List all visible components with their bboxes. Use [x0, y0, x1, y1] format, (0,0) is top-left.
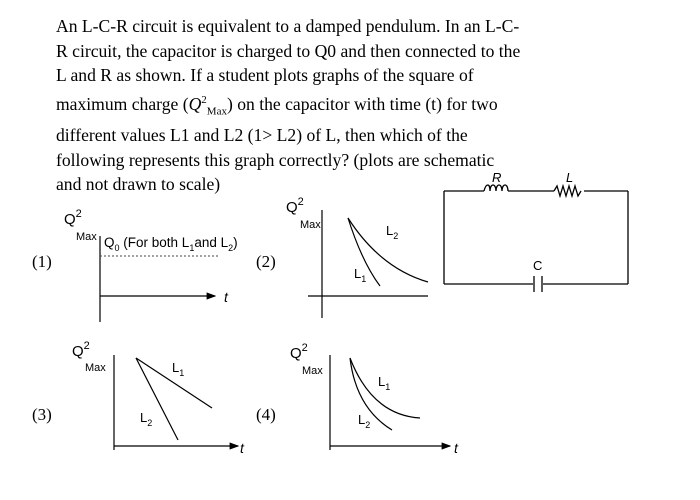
resistor-label: R — [492, 170, 502, 185]
option-3-y-sup: 2 — [83, 340, 90, 352]
option-2-curve-b-sub: 1 — [361, 274, 367, 284]
option-3-y-sub: Max — [85, 362, 106, 374]
option-1-note-q-sub: 0 — [114, 243, 120, 253]
option-1-note-l1-sub: 1 — [189, 243, 195, 253]
question-line-5: different values L1 and L2 (1> L2) of L, then which of the — [56, 125, 468, 146]
option-1-note-rest: (For both L — [119, 235, 190, 250]
option-1-note-l2-sub: 2 — [228, 243, 234, 253]
q-symbol: Q — [188, 93, 202, 114]
option-2-y-label: Q — [286, 199, 298, 216]
svg-text:Q2 — [72, 340, 90, 360]
svg-text:Q0 (For both L1and L2) — [104, 235, 238, 253]
svg-text:L2 — [386, 223, 398, 241]
option-3-curve-a-sub: 1 — [179, 368, 185, 378]
option-4-y-sub: Max — [302, 365, 323, 377]
option-1-number: (1) — [32, 252, 52, 271]
option-3-curve-b-label: L — [140, 410, 148, 425]
capacitor-label: C — [533, 258, 543, 273]
svg-text:L1 — [354, 266, 366, 284]
option-1-graph — [32, 208, 238, 322]
option-3-graph — [32, 340, 245, 456]
option-3-x-label: t — [240, 440, 244, 456]
option-4-number: (4) — [256, 405, 276, 424]
option-3-curve-b-sub: 2 — [147, 418, 153, 428]
option-2-number: (2) — [256, 252, 276, 271]
question-line-2: R circuit, the capacitor is charged to Q0 and then connected to the — [56, 40, 521, 61]
option-4-x-label: t — [454, 440, 458, 456]
option-1-y-sub: Max — [76, 231, 97, 243]
question-line-1: An L-C-R circuit is equivalent to a damped pendulum. In an L-C- — [56, 16, 520, 36]
option-2-curve-a-label: L — [386, 223, 394, 238]
option-3-y-label: Q — [72, 343, 84, 360]
svg-text:Q2 — [290, 342, 308, 362]
option-4-y-label: Q — [290, 345, 302, 362]
q-sub: Max — [206, 104, 227, 117]
option-1-note-and: and L — [194, 235, 229, 250]
option-4-curve-a-label: L — [378, 374, 386, 389]
option-1-note-close: ) — [233, 235, 238, 250]
option-4-curve-b-label: L — [358, 412, 366, 427]
option-1-y-label: Q — [64, 211, 76, 228]
q-sup: 2 — [201, 93, 207, 106]
svg-text:L1 — [172, 360, 184, 378]
svg-text:Q2 — [286, 196, 304, 216]
option-4-y-sup: 2 — [301, 342, 308, 354]
option-3-curve-a-label: L — [172, 360, 180, 375]
option-2-graph — [256, 196, 428, 318]
svg-text:L1 — [378, 374, 390, 392]
option-2-curve-b-label: L — [354, 266, 362, 281]
option-4-curve-a-sub: 1 — [385, 382, 391, 392]
option-4-curve-b-sub: 2 — [365, 420, 371, 430]
option-1-x-label: t — [224, 289, 228, 305]
inductor-symbol — [554, 186, 581, 196]
option-3-number: (3) — [32, 405, 52, 424]
question-line-7: and not drawn to scale) — [56, 174, 221, 195]
option-2-y-sub: Max — [300, 219, 321, 231]
svg-text:L2 — [140, 410, 152, 428]
option-1-y-sup: 2 — [75, 208, 82, 220]
q-line4-post: ) on the capacitor with time (t) for two — [226, 93, 498, 114]
resistor-symbol — [484, 185, 508, 191]
question-line-6: following represents this graph correctly? (plots are schematic — [56, 149, 495, 170]
svg-text:Q2 — [64, 208, 82, 228]
inductor-label: L — [566, 170, 574, 185]
question-line-3: L and R as shown. If a student plots graphs of the square of — [56, 65, 474, 85]
svg-text:L2 — [358, 412, 370, 430]
lcr-circuit — [444, 185, 628, 292]
option-2-y-sup: 2 — [297, 196, 304, 208]
option-4-graph — [256, 342, 459, 456]
q-line4-pre: maximum charge ( — [56, 93, 189, 114]
option-1-note-q: Q — [104, 235, 115, 250]
option-2-curve-a-sub: 2 — [393, 231, 399, 241]
